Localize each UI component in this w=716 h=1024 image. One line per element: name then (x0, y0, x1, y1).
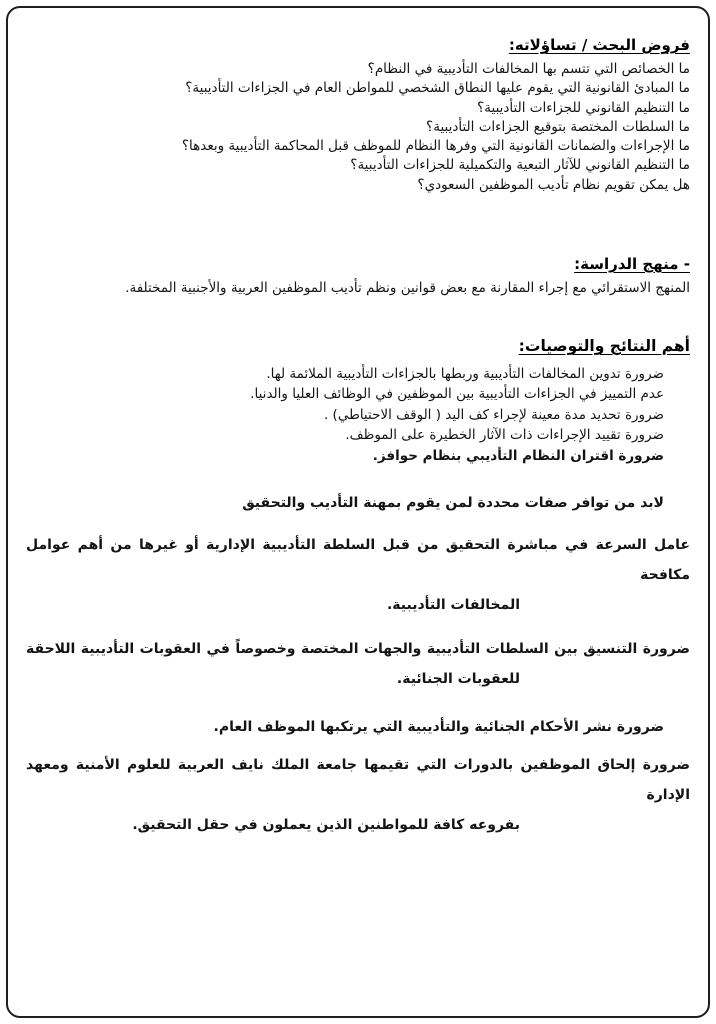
hypothesis-question: ما التنظيم القانوني للآثار التبعية والتكميلية للجزاءات التأديبية؟ (350, 157, 690, 174)
hypotheses-question-list (26, 60, 690, 195)
methodology-heading: - منهج الدراسة: (574, 255, 690, 274)
findings-list (26, 364, 690, 466)
hypothesis-question: ما المبادئ القانونية التي يقوم عليها النطاق الشخصي للمواطن العام في الجزاءات التأديبية؟ (185, 80, 690, 97)
recommendation-paragraph (26, 530, 690, 620)
section-study-methodology (26, 255, 690, 298)
recommendation-text: ضرورة التنسيق بين السلطات التأديبية والجهات المختصة وخصوصاً في العقوبات التأديبية اللاحقة (26, 641, 690, 658)
finding-item: ضرورة تقييد الإجراءات ذات الآثار الخطيرة على الموظف. (345, 427, 664, 444)
recommendation-paragraph (26, 712, 690, 742)
hypothesis-question: ما الإجراءات والضمانات القانونية التي وفرها النظام للموظف قبل المحاكمة التأديبية وبعدها؟ (181, 138, 690, 155)
hypothesis-question: ما التنظيم القانوني للجزاءات التأديبية؟ (477, 99, 690, 116)
recommendation-paragraph (26, 750, 690, 840)
methodology-body: المنهج الاستقرائي مع إجراء المقارنة مع بعض قوانين ونظم تأديب الموظفين العربية والأجنبية المختلفة. (125, 280, 690, 297)
hypothesis-question: ما السلطات المختصة بتوقيع الجزاءات التأديبية؟ (426, 118, 690, 135)
recommendation-text-continuation: المخالفات التأديبية. (386, 597, 520, 614)
finding-item-emphasized: ضرورة اقتران النظام التأديبي بنظام حوافز. (372, 447, 664, 464)
findings-heading: أهم النتائج والتوصيات: (518, 337, 690, 356)
hypotheses-heading: فروض البحث / تساؤلاته: (508, 36, 690, 54)
hypothesis-question: ما الخصائص التي تتسم بها المخالفات التأديبية في النظام؟ (367, 61, 690, 77)
section-results-recommendations (26, 336, 690, 840)
finding-item: عدم التمييز في الجزاءات التأديبية بين الموظفين في الوظائف العليا والدنيا. (250, 386, 664, 403)
recommendation-text: ضرورة إلحاق الموظفين بالدورات التي تقيمها جامعة الملك نايف العربية للعلوم الأمنية ومعهد الإدارة (26, 757, 690, 804)
recommendation-text: عامل السرعة في مباشرة التحقيق من قبل السلطة التأديبية الإدارية أو غيرها من أهم عوامل مكافحة (26, 537, 690, 584)
finding-item: ضرورة تحديد مدة معينة لإجراء كف اليد ( الوقف الاحتياطي) . (323, 406, 664, 423)
recommendation-paragraph (26, 488, 690, 518)
recommendation-text-continuation: بفروعه كافة للمواطنين الذين يعملون في حقل التحقيق. (132, 817, 520, 834)
recommendation-text: لابد من توافر صفات محددة لمن يقوم بمهنة التأديب والتحقيق (242, 495, 664, 512)
recommendation-paragraph (26, 634, 690, 694)
recommendation-text: ضرورة نشر الأحكام الجنائية والتأديبية التي يرتكبها الموظف العام. (213, 719, 664, 736)
hypothesis-question: هل يمكن تقويم نظام تأديب الموظفين السعودي؟ (417, 176, 690, 193)
finding-item: ضرورة تدوين المخالفات التأديبية وربطها بالجزاءات التأديبية الملائمة لها. (266, 366, 664, 383)
recommendation-text-continuation: للعقوبات الجنائية. (396, 671, 520, 688)
section-research-hypotheses (26, 36, 690, 195)
